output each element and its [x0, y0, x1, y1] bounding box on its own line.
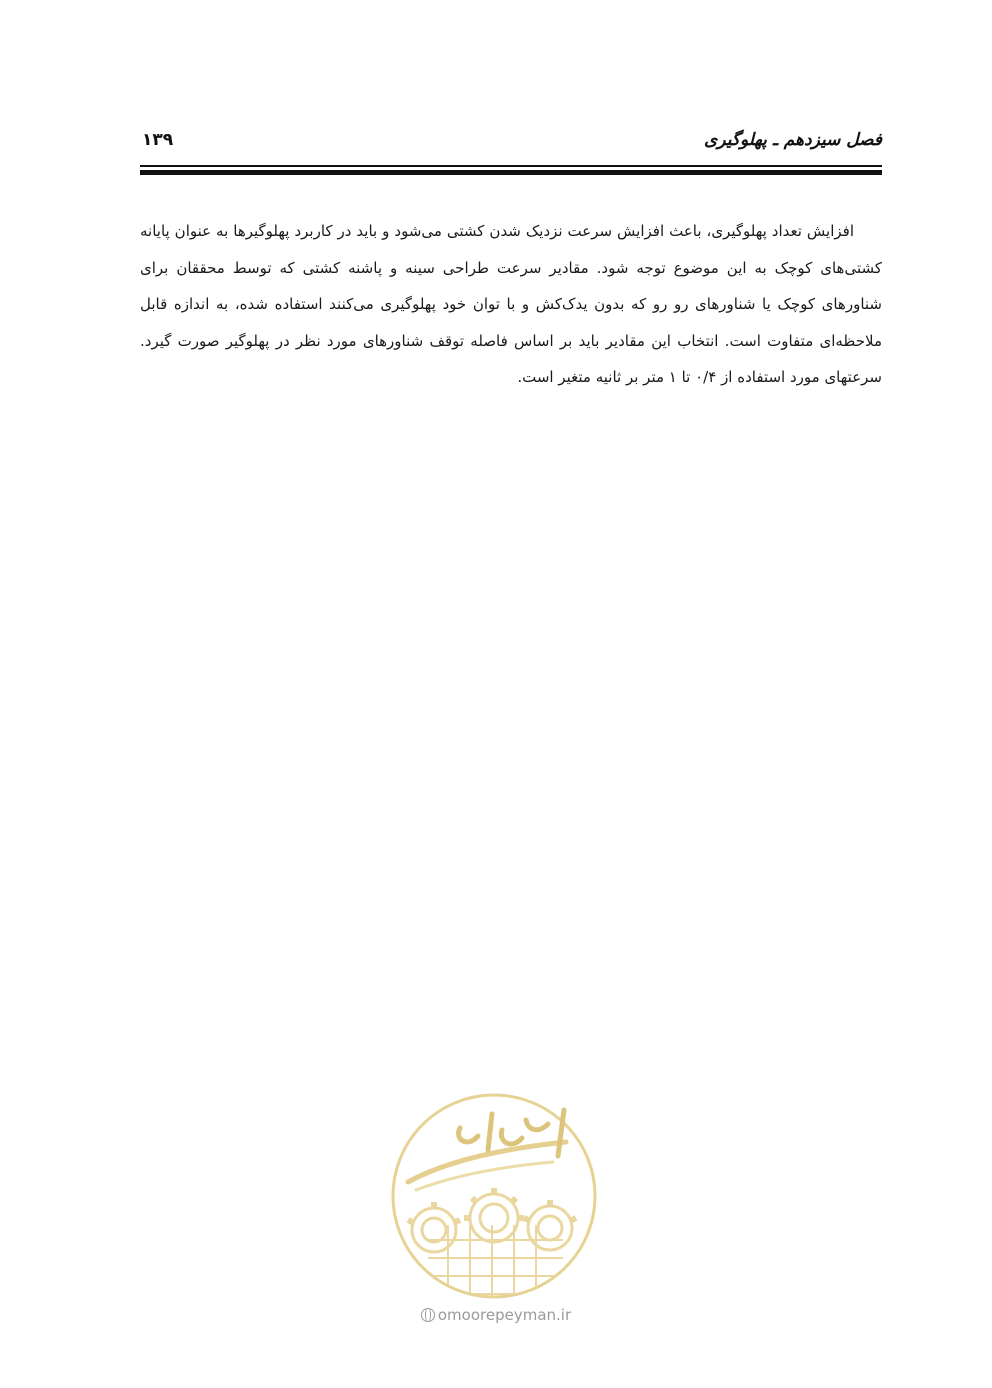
logo-gears: [408, 1188, 576, 1252]
chapter-title: فصل سیزدهم ـ پهلوگیری: [704, 130, 882, 150]
globe-icon: [421, 1308, 435, 1322]
watermark-url: [0, 1306, 992, 1324]
watermark-url-text: omoorepeyman.ir: [437, 1306, 572, 1324]
running-header: [140, 128, 882, 162]
watermark-logo-graphic: [388, 1090, 600, 1302]
header-rule-thick: [140, 170, 882, 175]
header-rule-thin: [140, 165, 882, 167]
body-paragraph: افزایش تعداد پهلوگیری، باعث افزایش سرعت نزدیک شدن کشتی می‌شود و باید در کاربرد پهلوگیرها به عنوان پایانه کشتی‌های کوچک به این موضوع توجه شود. مقادیر سرعت طراحی سینه و پاشنه کشتی که توسط محققان برای شناورهای کوچک یا شناورهای رو رو که بدون یدک‌کش و با توان خود پهلوگیری می‌کنند استفاده شده، به اندازه قابل ملاحظه‌ای متفاوت است. انتخاب این مقادیر باید بر اساس فاصله توقف شناورهای مورد نظر در پهلوگیر صورت گیرد. سرعتهای مورد استفاده از ۰/۴ تا ۱ متر بر ثانیه متغیر است.: [140, 222, 882, 386]
logo-ring: [393, 1095, 595, 1297]
watermark-logo: [388, 1090, 600, 1302]
page-number: ۱۳۹: [142, 130, 174, 150]
